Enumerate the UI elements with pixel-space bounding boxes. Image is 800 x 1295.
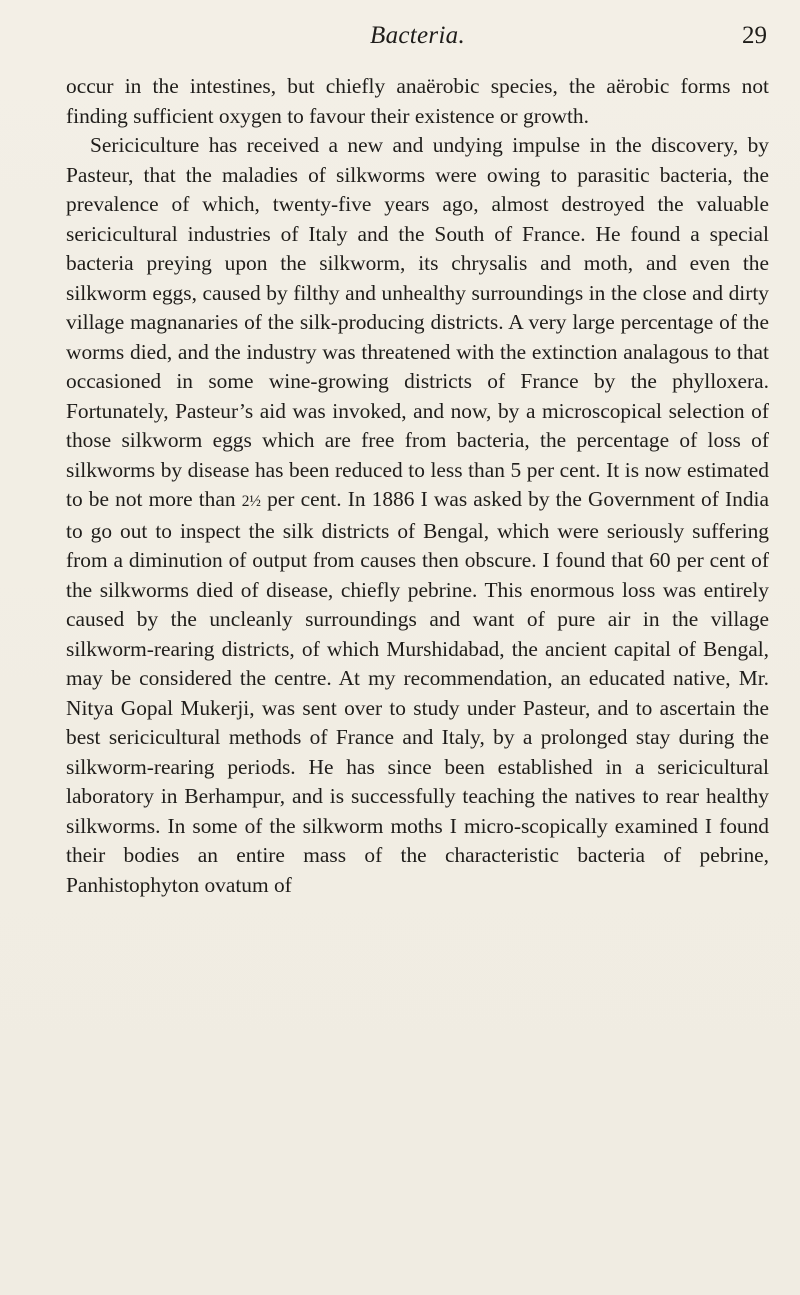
paragraph-2-text-part-1: Sericiculture has received a new and undying impulse in the discovery, by Pasteur, that the maladies of silkworms were owing to parasitic bacteria, the prevalence of which, twenty-five years ago, almost destroyed the valuable sericicultural industries of Italy and the South of France. He found a special bacteria preying upon the silkworm, its chrysalis and moth, and even the silkworm eggs, caused by filthy and unhealthy surroundings in the close and dirty village magnanaries of the silk-producing districts. A very large percentage of the worms died, and the industry was threatened with the extinction analagous to that occasioned in some wine-growing districts of France by the phylloxera. Fortunately, Pasteur’s aid was invoked, and now, by a microscopical selection of those silkworm eggs which are free from bacteria, the percentage of loss of silkworms by disease has been reduced to less than 5 per cent. It is now estimated to be not more than bbox=[66, 133, 769, 511]
paragraph-1-text: occur in the intestines, but chiefly anaërobic species, the aërobic forms not finding sufficient oxygen to favour their existence or growth. bbox=[66, 74, 769, 128]
page-number: 29 bbox=[742, 22, 767, 49]
paragraph-sericiculture bbox=[66, 131, 769, 900]
running-title: Bacteria. bbox=[370, 22, 466, 49]
fraction-value: 2½ bbox=[241, 493, 261, 510]
paragraph-2-text-part-2: per cent. In 1886 I was asked by the Government of India to go out to inspect the silk districts of Bengal, which were seriously suffering from a diminution of output from causes then obscure. I found that 60 per cent of the silkworms died of disease, chiefly pebrine. This enormous loss was entirely caused by the uncleanly surroundings and want of pure air in the village silkworm-rearing districts, of which Murshidabad, the ancient capital of Bengal, may be considered the centre. At my recommendation, an educated native, Mr. Nitya Gopal Mukerji, was sent over to study under Pasteur, and to ascertain the best sericicultural methods of France and Italy, by a prolonged stay during the silkworm-rearing periods. He has since been established in a sericicultural laboratory in Berhampur, and is successfully teaching the natives to rear healthy silkworms. In some of the silkworm moths I micro-scopically examined I found their bodies an entire mass of the characteristic bacteria of pebrine, Panhistophyton ovatum of bbox=[66, 487, 769, 897]
paragraph-continuation bbox=[66, 72, 769, 131]
body-text bbox=[66, 72, 769, 900]
running-head bbox=[0, 22, 770, 56]
